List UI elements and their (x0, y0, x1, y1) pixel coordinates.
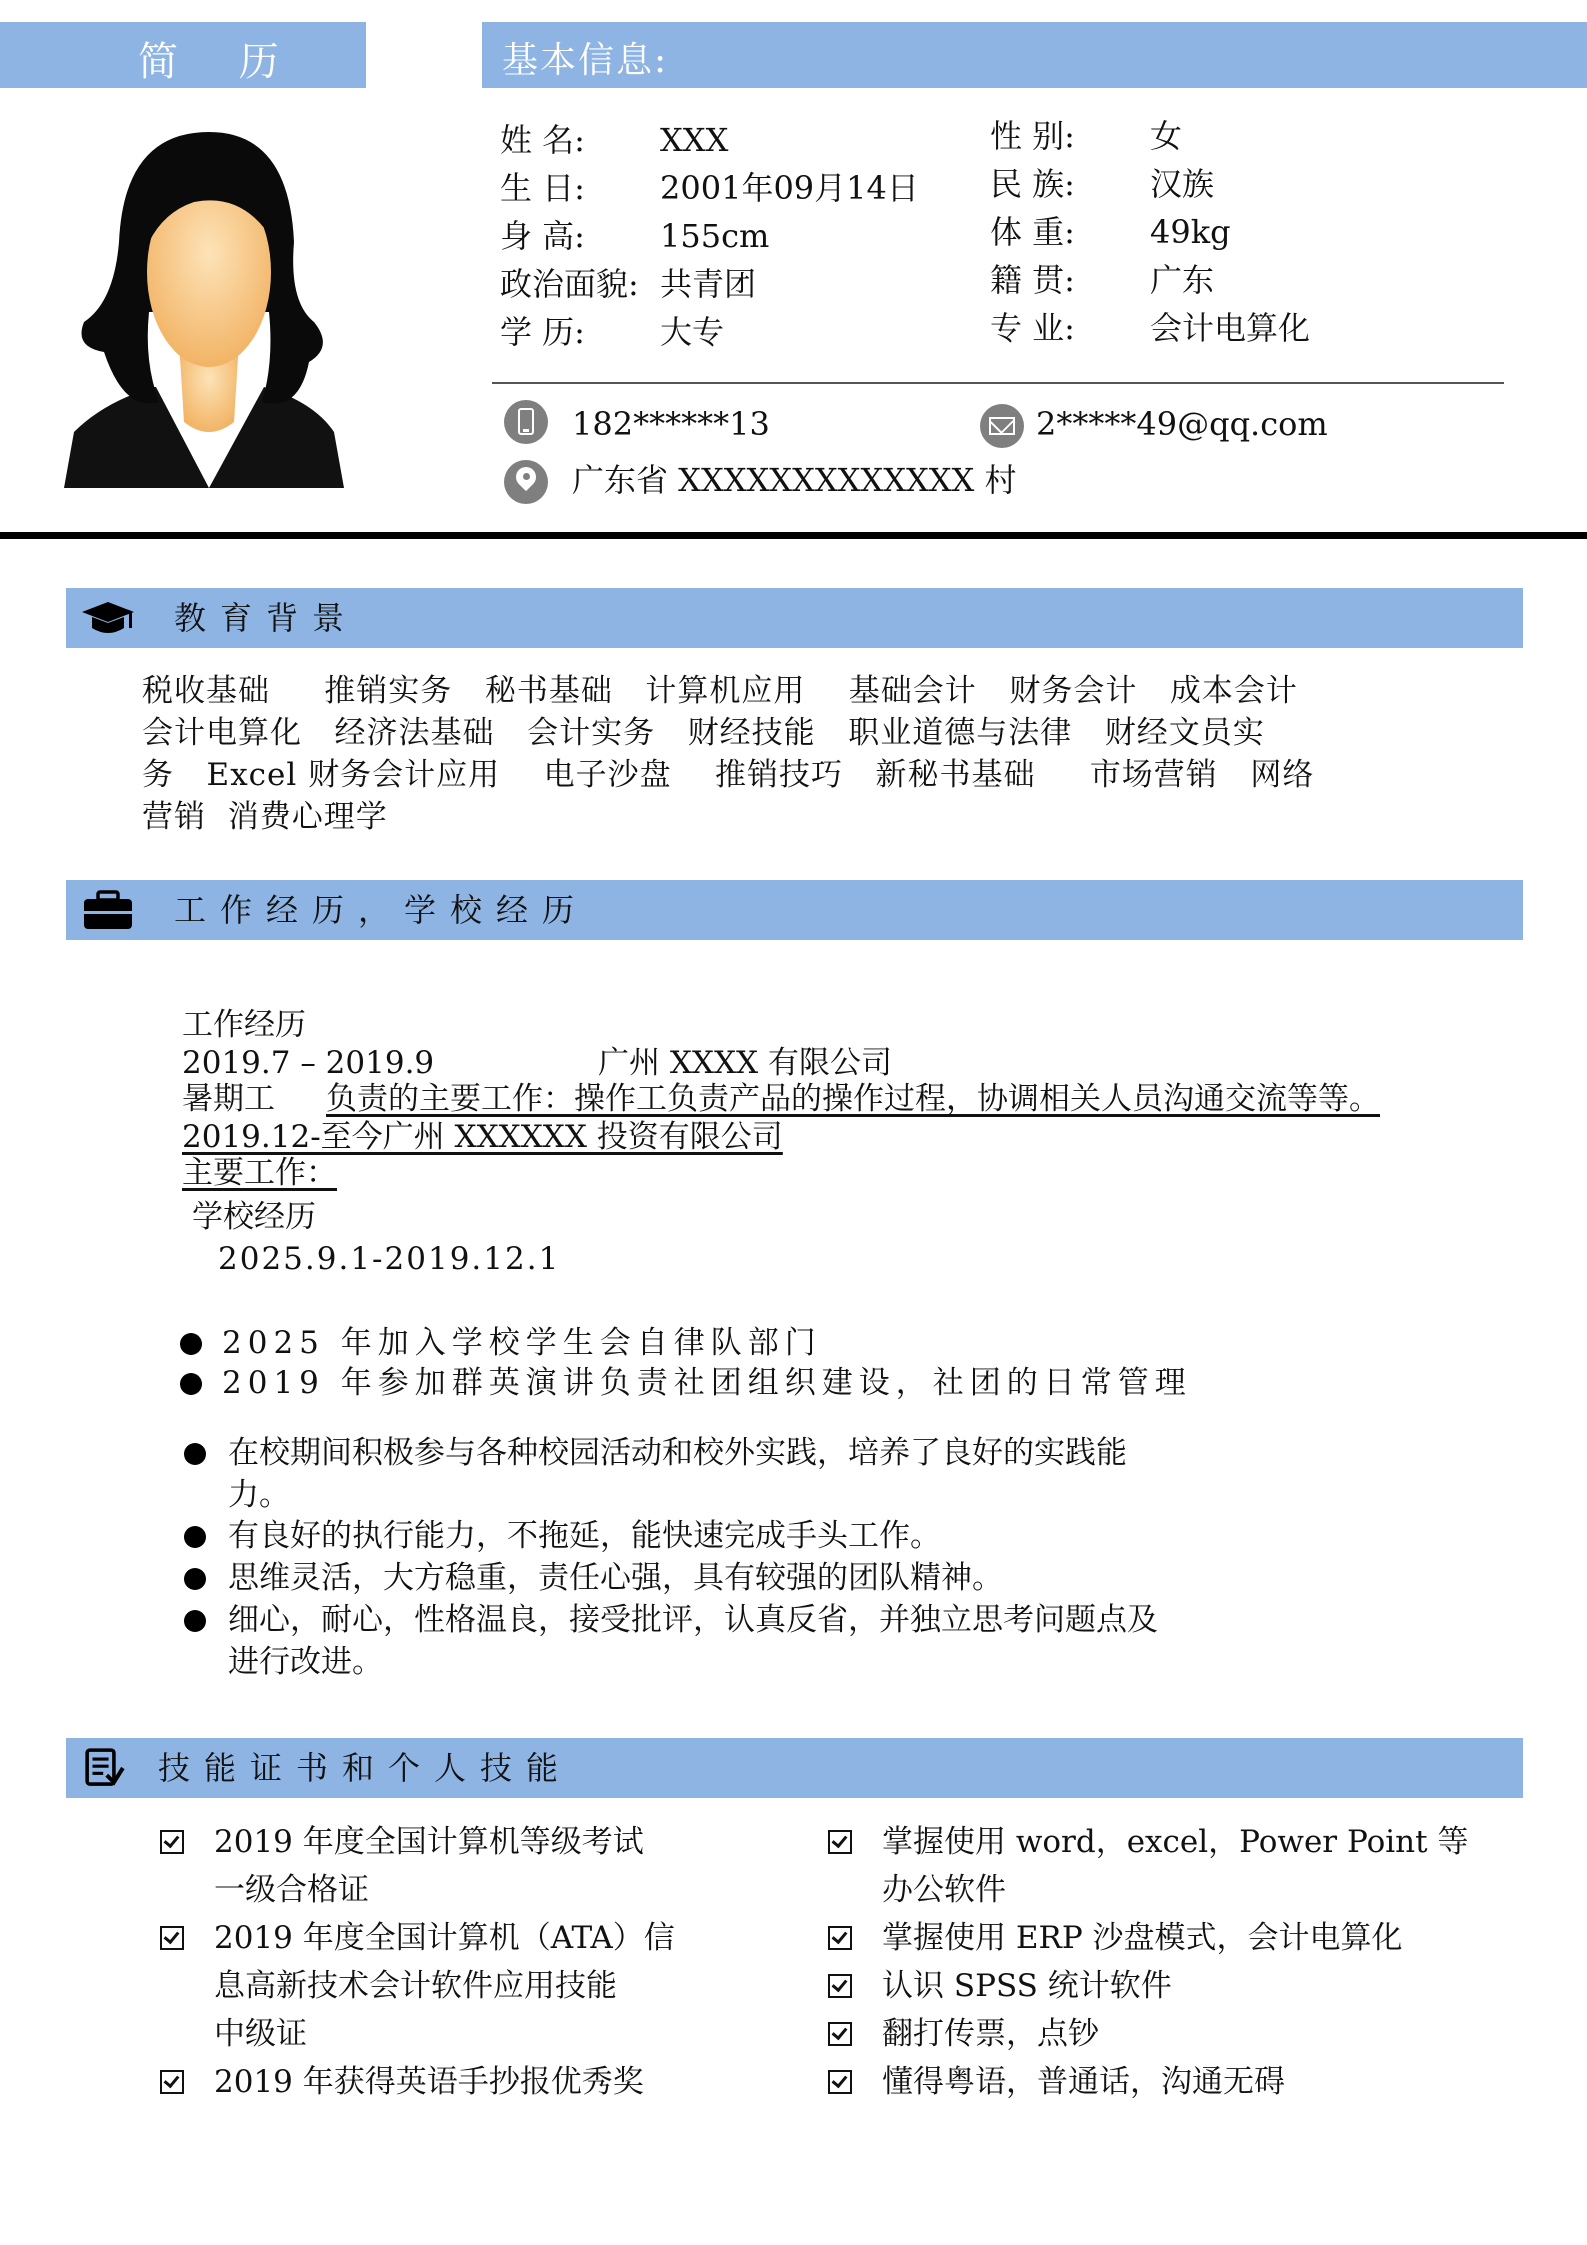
info-weight (990, 212, 1231, 252)
info-label: 籍 贯: (990, 261, 1075, 299)
course-line: 税收基础 推销实务 秘书基础 计算机应用 基础会计 财务会计 成本会计 (142, 673, 1298, 709)
work-period-1: 2019.7 – 2019.9 (182, 1045, 435, 1081)
info-value: 49kg (1150, 213, 1231, 251)
info-value: 汉族 (1150, 165, 1215, 203)
info-value: XXX (660, 121, 729, 159)
course-line: 务 Excel 财务会计应用 电子沙盘 推销技巧 新秘书基础 市场营销 网络 (142, 757, 1315, 793)
info-birthday (500, 168, 919, 208)
skill-item-continued: 一级合格证 (214, 1872, 369, 1908)
work-role-1: 暑期工 (182, 1081, 275, 1117)
skill-item-continued: 息高新技术会计软件应用技能 (214, 1968, 617, 2004)
education-band (66, 588, 1523, 648)
skill-item: 掌握使用 word，excel，Power Point 等 (882, 1824, 1469, 1860)
school-heading: 学校经历 (192, 1199, 316, 1235)
checkbox-icon (828, 2022, 852, 2046)
skill-item: 翻打传票，点钞 (882, 2016, 1099, 2052)
list-item: 在校期间积极参与各种校园活动和校外实践，培养了良好的实践能 (228, 1435, 1127, 1471)
info-value: 广东 (1150, 261, 1215, 299)
skill-item-continued: 中级证 (214, 2016, 307, 2052)
list-item-continued: 进行改进。 (228, 1644, 383, 1680)
info-ethnicity (990, 164, 1214, 204)
bullet-dot (180, 1333, 202, 1355)
skill-item: 懂得粤语，普通话，沟通无碍 (882, 2064, 1285, 2100)
checkbox-icon (160, 1926, 184, 1950)
info-divider (492, 382, 1504, 384)
list-item: 细心，耐心，性格温良，接受批评，认真反省，并独立思考问题点及 (228, 1602, 1158, 1638)
phone-icon (504, 400, 548, 444)
work-duty-2: 主要工作： (182, 1155, 337, 1191)
course-line: 会计电算化 经济法基础 会计实务 财经技能 职业道德与法律 财经文员实 (142, 715, 1265, 751)
work-heading: 工作经历 (182, 1007, 306, 1043)
info-label: 专 业: (990, 309, 1075, 347)
info-label: 姓 名: (500, 121, 585, 159)
education-title: 教育背景 (174, 599, 359, 637)
list-item: 2025 年加入学校学生会自律队部门 (222, 1325, 822, 1361)
skill-item: 2019 年度全国计算机（ATA）信 (214, 1920, 675, 1956)
info-hometown (990, 260, 1214, 300)
graduation-cap-icon (80, 596, 136, 640)
info-value: 女 (1150, 117, 1183, 155)
info-height (500, 216, 769, 256)
info-value: 2001年09月14日 (660, 169, 919, 207)
info-education (500, 312, 724, 352)
info-label: 学 历: (500, 313, 585, 351)
course-line: 营销 消费心理学 (142, 799, 388, 835)
basic-info-title: 基本信息: (502, 40, 669, 81)
home-address: 广东省 XXXXXXXXXXXXX 村 (572, 461, 1017, 499)
info-value: 大专 (660, 313, 725, 351)
checkbox-icon (828, 1926, 852, 1950)
skill-item: 掌握使用 ERP 沙盘模式，会计电算化 (882, 1920, 1403, 1956)
checkbox-icon (160, 1830, 184, 1854)
info-politics (500, 264, 756, 304)
bullet-dot (184, 1526, 206, 1548)
phone-number: 182******13 (572, 405, 770, 443)
location-icon (504, 460, 548, 504)
skill-item: 认识 SPSS 统计软件 (882, 1968, 1172, 2004)
info-value: 155cm (660, 217, 770, 255)
skill-item: 2019 年度全国计算机等级考试 (214, 1824, 644, 1860)
bullet-dot (180, 1373, 202, 1395)
email-address: 2*****49@qq.com (1036, 405, 1328, 443)
checkbox-icon (160, 2070, 184, 2094)
skills-title: 技能证书和个人技能 (158, 1749, 573, 1787)
info-major (990, 308, 1310, 348)
experience-band (66, 880, 1523, 940)
avatar (64, 132, 354, 488)
bullet-dot (184, 1568, 206, 1590)
header-rule (0, 532, 1587, 539)
mail-icon (980, 404, 1024, 448)
basic-info-band (482, 22, 1587, 88)
skills-band (66, 1738, 1523, 1798)
school-period: 2025.9.1-2019.12.1 (218, 1241, 561, 1277)
list-item: 2019 年参加群英演讲负责社团组织建设，社团的日常管理 (222, 1365, 1192, 1401)
info-gender (990, 116, 1182, 156)
work-period-company-2: 2019.12-至今广州 XXXXXX 投资有限公司 (182, 1119, 783, 1155)
info-name (500, 120, 728, 160)
list-item: 有良好的执行能力，不拖延，能快速完成手头工作。 (228, 1518, 941, 1554)
list-item-continued: 力。 (228, 1477, 290, 1513)
info-label: 性 别: (990, 117, 1075, 155)
info-value: 共青团 (660, 265, 757, 303)
bullet-dot (184, 1443, 206, 1465)
skill-item-continued: 办公软件 (882, 1872, 1006, 1908)
experience-title: 工作经历，学校经历 (174, 891, 589, 929)
checkbox-icon (828, 1830, 852, 1854)
work-duty-1: 负责的主要工作：操作工负责产品的操作过程，协调相关人员沟通交流等等。 (326, 1081, 1380, 1117)
bullet-dot (184, 1610, 206, 1632)
list-item: 思维灵活，大方稳重，责任心强，具有较强的团队精神。 (228, 1560, 1003, 1596)
briefcase-icon (80, 888, 136, 932)
checkbox-icon (828, 2070, 852, 2094)
skill-item: 2019 年获得英语手抄报优秀奖 (214, 2064, 644, 2100)
checkbox-icon (828, 1974, 852, 1998)
info-value: 会计电算化 (1150, 309, 1311, 347)
info-label: 政治面貌: (500, 265, 639, 303)
resume-label-band (0, 22, 366, 88)
info-label: 身 高: (500, 217, 585, 255)
info-label: 民 族: (990, 165, 1075, 203)
info-label: 生 日: (500, 169, 585, 207)
resume-label: 简 历 (138, 39, 279, 85)
info-label: 体 重: (990, 213, 1075, 251)
work-company-1: 广州 XXXX 有限公司 (598, 1045, 892, 1081)
certificate-icon (80, 1746, 130, 1790)
